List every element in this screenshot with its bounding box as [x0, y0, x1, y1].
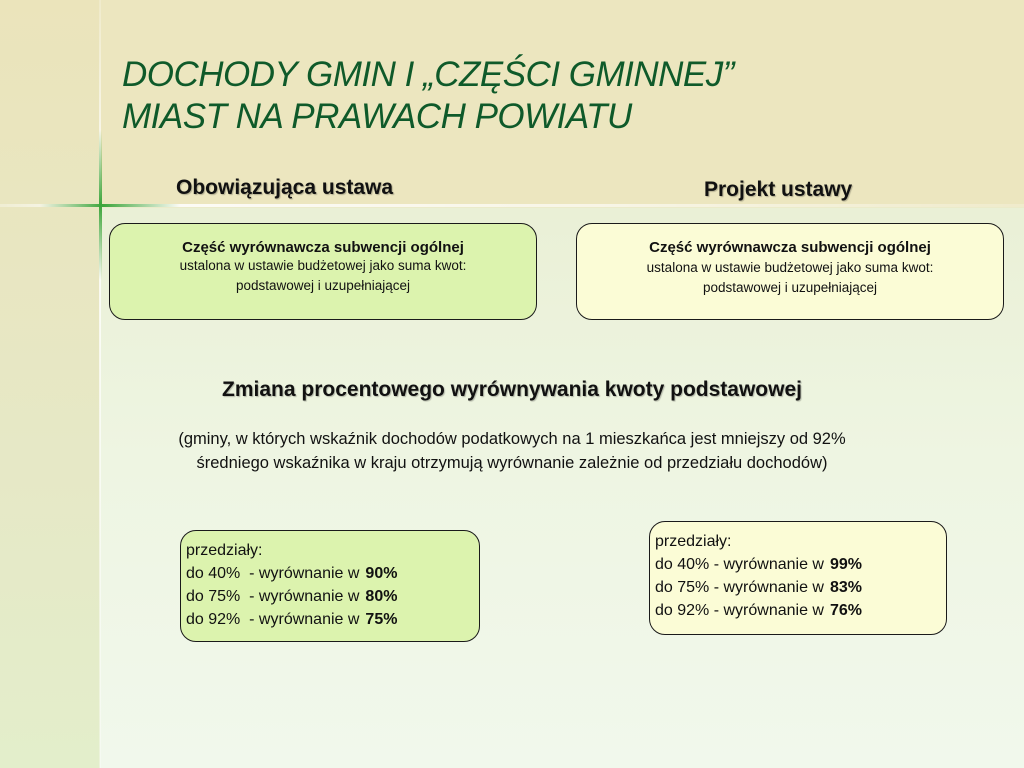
- range-label: do 92% - wyrównanie w: [655, 602, 824, 619]
- range-value: 90%: [365, 565, 398, 582]
- current-subsidy-line-1: ustalona w ustawie budżetowej jako suma kwot:: [179, 258, 467, 273]
- draft-range-row: [655, 599, 946, 622]
- current-range-row: [186, 608, 479, 631]
- slide-title: [122, 54, 734, 138]
- current-ranges-box: [180, 530, 480, 642]
- current-law-heading: Obowiązująca ustawa: [176, 176, 394, 199]
- draft-law-heading: Projekt ustawy: [704, 178, 853, 201]
- range-label: do 40% - wyrównanie w: [186, 565, 360, 582]
- draft-subsidy-line-1: ustalona w ustawie budżetowej jako suma kwot:: [646, 260, 934, 275]
- change-description-line-2: średniego wskaźnika w kraju otrzymują wyrównanie zależnie od przedziału dochodów): [196, 454, 828, 472]
- draft-range-row: [655, 553, 946, 576]
- current-range-row: [186, 585, 479, 608]
- range-label: do 75% - wyrównanie w: [186, 588, 360, 605]
- change-description: [0, 427, 1024, 475]
- title-line-2: MIAST NA PRAWACH POWIATU: [122, 97, 632, 136]
- current-ranges-header: przedziały:: [186, 542, 263, 559]
- draft-ranges-box: [649, 521, 947, 635]
- draft-subsidy-box: [576, 223, 1004, 320]
- draft-ranges-header: przedziały:: [655, 533, 732, 550]
- current-subsidy-line-2: podstawowej i uzupełniającej: [235, 278, 411, 293]
- range-label: do 75% - wyrównanie w: [655, 579, 824, 596]
- current-subsidy-title: Część wyrównawcza subwencji ogólnej: [182, 239, 464, 256]
- range-label: do 40% - wyrównanie w: [655, 556, 824, 573]
- range-value: 83%: [829, 579, 862, 596]
- change-description-line-1: (gminy, w których wskaźnik dochodów podatkowych na 1 mieszkańca jest mniejszy od 92%: [178, 430, 846, 448]
- sparkle-horizontal: [40, 204, 180, 207]
- range-value: 99%: [829, 556, 862, 573]
- draft-subsidy-line-2: podstawowej i uzupełniającej: [702, 280, 878, 295]
- draft-range-row: [655, 576, 946, 599]
- current-subsidy-box: [109, 223, 537, 320]
- title-line-1: DOCHODY GMIN I „CZĘŚCI GMINNEJ”: [122, 55, 734, 94]
- range-label: do 92% - wyrównanie w: [186, 611, 360, 628]
- range-value: 76%: [829, 602, 862, 619]
- change-heading: Zmiana procentowego wyrównywania kwoty podstawowej: [222, 378, 802, 401]
- range-value: 80%: [365, 588, 398, 605]
- current-range-row: [186, 562, 479, 585]
- range-value: 75%: [365, 611, 398, 628]
- draft-subsidy-title: Część wyrównawcza subwencji ogólnej: [649, 239, 931, 256]
